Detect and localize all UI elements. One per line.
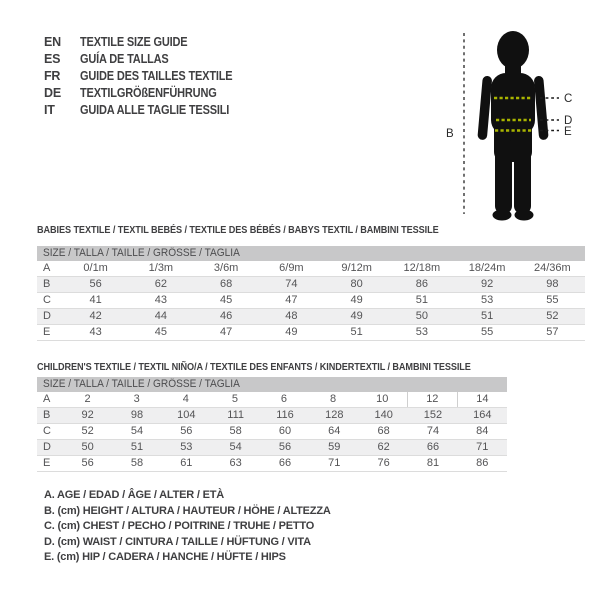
table-cell: 55: [481, 326, 494, 338]
height-line-b: [446, 33, 464, 214]
label-c: C: [564, 93, 573, 105]
language-label: GUIDA ALLE TAGLIE TESSILI: [80, 102, 230, 117]
table-cell: 45: [154, 326, 167, 338]
label-d: D: [564, 115, 573, 127]
table-cell: 60: [278, 425, 292, 437]
legend-item: C. (cm) CHEST / PECHO / POITRINE / TRUHE / PETTO: [44, 520, 315, 533]
table-cell: 49: [285, 326, 298, 338]
table-cell: 92: [81, 409, 94, 421]
table-cell: 54: [229, 441, 242, 453]
table-cell: 1/3m: [148, 262, 174, 274]
table-cell: 53: [180, 441, 193, 453]
table-cell: 116: [276, 409, 294, 421]
table-cell: 56: [89, 278, 102, 290]
table-cell: 58: [229, 425, 242, 437]
label-e: E: [564, 126, 572, 138]
row-label: A: [43, 262, 51, 274]
table-row-e: [37, 325, 585, 341]
children-section-title: [37, 361, 536, 373]
table-cell: 98: [130, 409, 144, 421]
children-table-body: [37, 392, 507, 472]
table-cell: 92: [481, 278, 494, 290]
table-cell: 56: [180, 425, 193, 437]
children-table-header: [37, 377, 507, 392]
table-cell: 46: [220, 310, 233, 322]
babies-section-title: [37, 224, 499, 236]
language-code: IT: [44, 102, 55, 117]
babies-table-body: [37, 261, 585, 341]
table-cell: 3/6m: [213, 262, 239, 274]
language-row: [44, 50, 253, 67]
table-cell: 84: [476, 425, 489, 437]
row-label: D: [43, 441, 51, 453]
legend-item: D. (cm) WAIST / CINTURA / TAILLE / HÜFTUNG / VITA: [44, 535, 311, 548]
row-label: A: [43, 393, 51, 405]
table-cell: 6/9m: [279, 262, 304, 274]
child-figure-svg: [438, 12, 600, 227]
legend-item: E. (cm) HIP / CADERA / HANCHE / HÜFTE / HIPS: [44, 551, 286, 564]
table-cell: 56: [81, 457, 94, 469]
table-cell: 51: [130, 441, 144, 453]
table-cell: 51: [481, 310, 494, 322]
table-row-b: [37, 277, 585, 293]
table-cell: 62: [377, 441, 390, 453]
table-row-d: [37, 309, 585, 325]
language-code: EN: [44, 34, 61, 49]
table-cell: 45: [220, 294, 233, 306]
table-cell: 71: [328, 457, 341, 469]
silhouette-left-leg: [495, 137, 512, 214]
table-cell: 12/18m: [403, 262, 441, 274]
table-cell: 9/12m: [341, 262, 372, 274]
table-cell: 86: [415, 278, 428, 290]
table-cell: 43: [89, 326, 102, 338]
table-cell: 47: [285, 294, 298, 306]
table-cell: 61: [180, 457, 193, 469]
table-row-c: [37, 424, 507, 440]
table-cell: 111: [227, 409, 245, 421]
measurement-legend: [44, 488, 331, 566]
table-cell: 53: [481, 294, 494, 306]
table-cell: 59: [328, 441, 341, 453]
table-cell: 4: [182, 393, 189, 405]
table-cell: 56: [278, 441, 292, 453]
table-row-b: [37, 408, 507, 424]
language-label: GUIDE DES TAILLES TEXTILE: [80, 68, 233, 83]
silhouette-right-foot: [515, 210, 534, 221]
table-cell: 50: [415, 310, 428, 322]
table-cell: 58: [130, 457, 144, 469]
language-row: [44, 101, 253, 118]
table-cell: 0/1m: [83, 262, 108, 274]
table-cell: 66: [278, 457, 292, 469]
table-cell: 52: [81, 425, 94, 437]
label-b: B: [446, 128, 454, 140]
table-cell: 3: [133, 393, 140, 405]
table-cell: 55: [546, 294, 559, 306]
table-row-c: [37, 293, 585, 309]
language-label: GUÍA DE TALLAS: [80, 51, 169, 66]
table-cell: 140: [374, 409, 393, 421]
table-cell: 18/24m: [468, 262, 506, 274]
table-cell: 62: [154, 278, 167, 290]
babies-table-header: [37, 246, 585, 261]
table-cell: 42: [89, 310, 102, 322]
language-code: DE: [44, 85, 61, 100]
table-cell: 63: [229, 457, 242, 469]
table-cell: 68: [220, 278, 233, 290]
language-row: [44, 67, 253, 84]
table-cell: 66: [426, 441, 440, 453]
table-cell: 76: [377, 457, 390, 469]
language-code: FR: [44, 68, 61, 83]
table-cell: 54: [130, 425, 144, 437]
table-cell: 48: [285, 310, 298, 322]
table-cell: 24/36m: [534, 262, 571, 274]
language-list: [44, 33, 253, 118]
table-cell: 44: [154, 310, 167, 322]
table-cell: 128: [325, 409, 344, 421]
language-label: TEXTILE SIZE GUIDE: [80, 34, 188, 49]
language-code: ES: [44, 51, 61, 66]
table-cell: 43: [154, 294, 167, 306]
table-cell: 6: [280, 393, 288, 405]
silhouette-left-arm: [477, 76, 492, 141]
table-row-d: [37, 440, 507, 456]
table-cell: 86: [476, 457, 489, 469]
table-cell: 53: [415, 326, 428, 338]
table-cell: 10: [376, 393, 389, 405]
table-cell: 81: [426, 457, 440, 469]
table-cell: 51: [415, 294, 428, 306]
row-label: E: [43, 326, 51, 338]
table-cell: 104: [177, 409, 196, 421]
table-cell: 49: [350, 294, 363, 306]
table-cell: 74: [285, 278, 298, 290]
table-row-e: [37, 456, 507, 472]
table-cell: 47: [220, 326, 233, 338]
table-cell: 57: [546, 326, 559, 338]
table-cell: 80: [350, 278, 363, 290]
table-cell: 164: [473, 409, 492, 421]
legend-item: A. AGE / EDAD / ÂGE / ALTER / ETÀ: [44, 489, 225, 501]
language-row: [44, 84, 253, 101]
row-label: E: [43, 457, 51, 469]
table-cell: 2: [84, 393, 91, 405]
language-label: TEXTILGRÖßENFÜHRUNG: [80, 85, 217, 100]
table-cell: 51: [350, 326, 363, 338]
child-figure: [438, 12, 600, 227]
silhouette-left-foot: [493, 210, 512, 221]
table-row-a: [37, 392, 507, 408]
babies-size-table: [37, 246, 585, 341]
child-silhouette-icon: [477, 31, 548, 221]
children-size-table: [37, 377, 507, 472]
silhouette-head: [497, 31, 529, 69]
table-cell: 14: [476, 393, 489, 405]
table-cell: 71: [476, 441, 489, 453]
row-label: D: [43, 310, 51, 322]
row-label: B: [43, 278, 51, 290]
children-table-header-text: SIZE / TALLA / TAILLE / GRÖSSE / TAGLIA: [43, 378, 240, 390]
row-label: C: [43, 425, 51, 437]
table-cell: 41: [89, 294, 102, 306]
table-cell: 49: [350, 310, 363, 322]
table-cell: 68: [377, 425, 390, 437]
table-row-a: [37, 261, 585, 277]
language-row: [44, 33, 253, 50]
table-cell: 8: [330, 393, 337, 405]
children-section-title-text: CHILDREN'S TEXTILE / TEXTIL NIÑO/A / TEXTILE DES ENFANTS / KINDERTEXTIL / BAMBINI TESSILE: [37, 361, 471, 373]
babies-section-title-text: BABIES TEXTILE / TEXTIL BEBÉS / TEXTILE DES BÉBÉS / BABYS TEXTIL / BAMBINI TESSILE: [37, 224, 439, 236]
row-label: B: [43, 409, 51, 421]
legend-item: B. (cm) HEIGHT / ALTURA / HAUTEUR / HÖHE / ALTEZZA: [44, 504, 331, 517]
table-cell: 64: [328, 425, 341, 437]
row-label: C: [43, 294, 51, 306]
table-cell: 98: [546, 278, 559, 290]
table-cell: 5: [231, 393, 238, 405]
silhouette-right-leg: [514, 137, 531, 214]
table-cell: 50: [81, 441, 94, 453]
table-cell: 74: [426, 425, 440, 437]
babies-table-header-text: SIZE / TALLA / TAILLE / GRÖSSE / TAGLIA: [43, 247, 240, 259]
table-cell: 52: [546, 310, 559, 322]
table-cell: 12: [407, 392, 458, 407]
table-cell: 152: [423, 409, 443, 421]
